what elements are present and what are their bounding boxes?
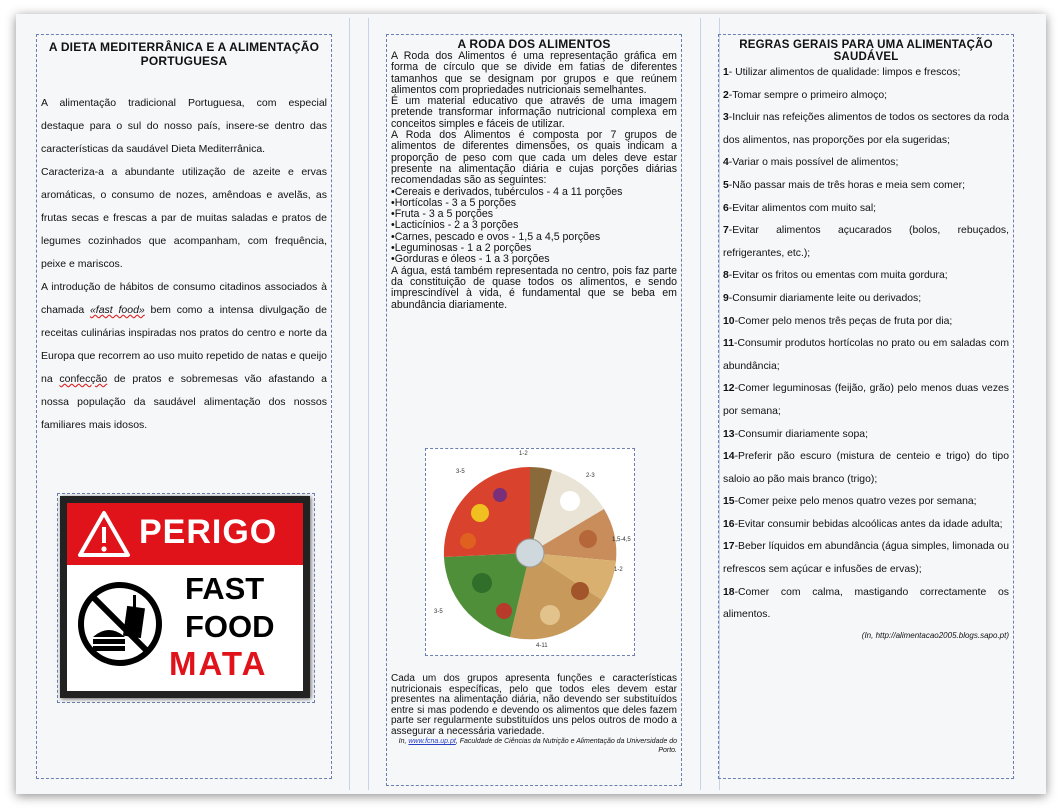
- rule-text: -Consumir diariamente leite ou derivados;: [728, 292, 922, 304]
- sign-header: [67, 503, 303, 565]
- rule-item: [723, 491, 1009, 514]
- rule-number: 7: [723, 225, 729, 237]
- text-run: de pratos e sobremesas vão afastando a nossa população da saudável alimentação dos nossos familiares mais idosos.: [41, 373, 327, 431]
- text-run: confecção: [59, 373, 108, 385]
- rule-item: [723, 536, 1009, 581]
- rule-item: [723, 424, 1009, 447]
- rule-number: 10: [723, 315, 735, 327]
- rule-text: -Incluir nas refeições alimentos de todos os sectores da roda dos alimentos, nas proporções por ela sugeridas;: [723, 112, 1009, 146]
- brochure-sheet: [16, 14, 1046, 794]
- column-mediterranean-diet: [36, 34, 332, 779]
- rule-item: [723, 220, 1009, 265]
- rule-item: [723, 265, 1009, 288]
- column-food-wheel: [386, 34, 682, 786]
- rule-item: [723, 175, 1009, 198]
- food-group-item: •Carnes, pescado e ovos - 1,5 a 4,5 porções: [391, 230, 601, 243]
- rule-text: -Comer pelo menos três peças de fruta por dia;: [734, 315, 953, 327]
- rule-item: [723, 514, 1009, 537]
- text-run: , Faculdade de Ciências da Nutrição e Alimentação da Universidade do Porto.: [455, 738, 677, 754]
- rule-number: 1: [723, 67, 729, 78]
- rule-number: 5: [723, 179, 729, 191]
- image-frame: [57, 493, 315, 703]
- paragraph: É um material educativo que através de uma imagem pretende transformar informação nutricional complexa em conceitos simples e fáceis de utilizar.: [391, 95, 677, 130]
- title-line: PORTUGUESA: [140, 54, 228, 68]
- rule-number: 14: [723, 451, 735, 463]
- rule-item: [723, 107, 1009, 152]
- column-title: A RODA DOS ALIMENTOS: [457, 37, 611, 51]
- mata-text: MATA: [169, 645, 268, 682]
- rule-number: 3: [723, 112, 729, 124]
- rule-number: 13: [723, 428, 735, 440]
- fast-food-danger-sign: [60, 496, 310, 698]
- sign-body: [67, 565, 303, 691]
- rule-text: -Variar o mais possível de alimentos;: [728, 157, 899, 169]
- food-group-item: •Fruta - 3 a 5 porções: [391, 208, 494, 221]
- food-group-item: •Gorduras e óleos - 1 a 3 porções: [391, 253, 550, 266]
- text-run: In,: [398, 738, 409, 745]
- food-wheel-image: [426, 449, 634, 655]
- fold-line: [349, 18, 350, 790]
- rule-text: -Não passar mais de três horas e meia sem comer;: [728, 179, 965, 191]
- rule-number: 17: [723, 541, 735, 553]
- wheel-label: 1-2: [614, 567, 623, 573]
- rule-text: -Beber líquidos em abundância (água simples, limonada ou refrescos sem açúcar e infusões de ervas);: [723, 541, 1009, 576]
- rule-text: -Evitar consumir bebidas alcoólicas antes da idade adulta;: [734, 518, 1003, 530]
- title-line: A DIETA MEDITERRÂNICA E A ALIMENTAÇÃO: [48, 40, 320, 54]
- column-title: [723, 38, 1009, 62]
- fast-food-term: «fast food»: [89, 304, 145, 316]
- rule-number: 15: [723, 496, 735, 508]
- paragraph: Caracteriza-a a abundante utilização de azeite e ervas aromáticas, o consumo de nozes, amêndoas e avelãs, as frutas secas e frescas a par de muitas saladas e pratos de legumes cozinhados que acompanham, com frequência, peixe e mariscos.: [41, 166, 327, 270]
- rule-number: 4: [723, 157, 729, 169]
- paragraph: A Roda dos Alimentos é uma representação gráfica em forma de círculo que se divide em fatias de diferentes tamanhos que se designam por grupos e que reúnem alimentos com propriedades nutricionais semelhantes.: [391, 50, 677, 96]
- rules-list: [723, 62, 1009, 627]
- rule-item: [723, 311, 1009, 334]
- fold-line: [368, 18, 369, 790]
- perigo-text: PERIGO: [139, 513, 278, 551]
- food-group-item: •Lacticínios - 2 a 3 porções: [391, 219, 519, 232]
- rule-item: [723, 62, 1009, 85]
- rule-item: [723, 446, 1009, 491]
- food-text: FOOD: [185, 609, 275, 644]
- rule-item: [723, 288, 1009, 311]
- rule-number: 9: [723, 292, 729, 304]
- wheel-label: 1-2: [519, 451, 528, 457]
- column-title: [41, 40, 327, 68]
- rule-text: - Utilizar alimentos de qualidade: limpos e frescos;: [728, 67, 961, 78]
- rule-item: [723, 85, 1009, 108]
- rule-text: -Comer leguminosas (feijão, grão) pelo menos duas vezes por semana;: [723, 383, 1009, 417]
- rule-text: -Comer com calma, mastigando correctamente os alimentos.: [723, 586, 1009, 621]
- wheel-label: 2-3: [586, 473, 595, 479]
- paragraph: Cada um dos grupos apresenta funções e características nutricionais específicas, pelo que todos eles devem estar presentes na alimentação diária, não devendo ser substituídos entre si mas podendo e devendo os alimentos que deles fazem parte ser regularmente substituídos uns pelos outros de modo a assegurar a necessária variedade.: [391, 673, 677, 737]
- paragraph: [41, 276, 327, 437]
- wheel-label: 4-11: [536, 643, 548, 649]
- food-group-item: •Cereais e derivados, tubérculos - 4 a 11 porções: [391, 185, 623, 198]
- wheel-label: 3-5: [434, 609, 443, 615]
- no-fast-food-icon: [75, 579, 165, 669]
- source-citation: [391, 737, 677, 755]
- rule-text: -Evitar alimentos açucarados (bolos, rebuçados, refrigerantes, etc.);: [723, 225, 1009, 259]
- image-frame: [425, 448, 635, 656]
- fast-text: FAST: [185, 571, 265, 606]
- rule-text: -Tomar sempre o primeiro almoço;: [728, 89, 887, 101]
- closing-block: [391, 674, 677, 755]
- warning-triangle-icon: [77, 509, 131, 559]
- wheel-label: 3-5: [456, 469, 465, 475]
- rule-number: 11: [723, 338, 734, 350]
- rule-item: [723, 333, 1009, 378]
- source-link[interactable]: www.fcna.up.pt: [408, 738, 456, 745]
- column-general-rules: [718, 34, 1014, 779]
- title-line: SAUDÁVEL: [833, 51, 899, 63]
- food-group-item: •Leguminosas - 1 a 2 porções: [391, 242, 532, 255]
- wheel-label: 1,5-4,5: [612, 537, 631, 543]
- rule-text: -Evitar os fritos ou ementas com muita gordura;: [728, 270, 948, 282]
- rule-number: 18: [723, 586, 735, 598]
- fold-line: [700, 18, 701, 790]
- paragraph: A Roda dos Alimentos é composta por 7 grupos de alimentos de diferentes dimensões, os quais indicam a proporção de peso com que cada um deles deve estar presente na alimentação diária e cujas porções diárias recomendadas são as seguintes:: [391, 129, 677, 187]
- paragraph: A alimentação tradicional Portuguesa, com especial destaque para o sul do nosso país, insere-se dentro das características da saudável Dieta Mediterrânica.: [41, 97, 327, 155]
- title-line: REGRAS GERAIS PARA UMA ALIMENTAÇÃO: [739, 39, 993, 51]
- text-run: bem como a intensa divulgação de receitas culinárias inspiradas nos pratos do centro e norte da Europa que recorrem ao uso muito repetido de natas e queijo na: [41, 304, 328, 385]
- paragraph: A água, está também representada no centro, pois faz parte da constituição de quase todos os alimentos, e sendo imprescindível à vida, é fundamental que se beba em abundância diariamente.: [391, 264, 677, 311]
- rule-item: [723, 378, 1009, 423]
- food-group-item: •Hortícolas - 3 a 5 porções: [391, 196, 517, 209]
- rule-text: -Preferir pão escuro (mistura de centeio e trigo) do tipo saloio ao pão mais branco (trigo);: [723, 451, 1009, 485]
- rule-text: -Comer peixe pelo menos quatro vezes por semana;: [734, 496, 977, 508]
- rule-text: -Evitar alimentos com muito sal;: [728, 202, 877, 214]
- rule-number: 8: [723, 270, 729, 282]
- food-groups-list: [391, 187, 677, 266]
- rule-text: -Consumir diariamente sopa;: [734, 428, 868, 440]
- rule-number: 2: [723, 89, 729, 101]
- rule-number: 12: [723, 383, 735, 395]
- rule-item: [723, 152, 1009, 175]
- text-run: A introdução de hábitos de consumo citadinos associados à chamada: [41, 281, 327, 316]
- rule-number: 6: [723, 202, 729, 214]
- source-citation: (In, http://alimentacao2005.blogs.sapo.pt): [861, 630, 1009, 640]
- rule-text: -Consumir produtos hortícolas no prato ou em saladas com abundância;: [723, 338, 1009, 372]
- rule-number: 16: [723, 518, 735, 530]
- rule-item: [723, 582, 1009, 627]
- rule-item: [723, 198, 1009, 221]
